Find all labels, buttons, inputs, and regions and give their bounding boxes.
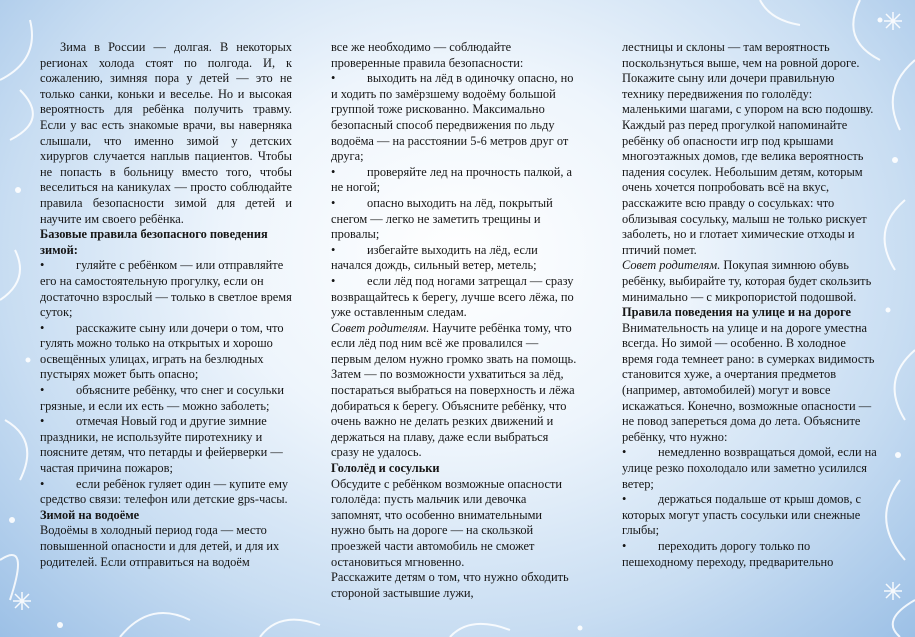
- water-paragraph: Водоёмы в холодный период года — место повышенной опасности и для детей, и для их родителей. Если отправиться на водоём: [40, 523, 280, 569]
- bullet-icon: •: [331, 195, 336, 210]
- bullet-icon: •: [622, 445, 627, 460]
- list-item: • немедленно возвращаться домой, если на улице резко похолодало или заметно усилился ветер;: [622, 445, 877, 491]
- advice-label: Совет родителям.: [622, 258, 721, 273]
- list-item: • опасно выходить на лёд, покрытый снегом — легко не заметить трещины и провалы;: [331, 195, 553, 242]
- lead-paragraph: лестницы и склоны — там вероятность поскользнуться выше, чем на ровной дороге. Покажите сыну или дочери правильную технику передвижения по гололёду: маленькими шагами, с упором на всю подошву.: [622, 40, 874, 117]
- list-item: • выходить на лёд в одиночку опасно, но и ходить по замёрзшему водоёму большой группой тоже рискованно. Максимально безопасный способ передвижения по льду водоёма — на расстоянии 5-6 метров друг от друга;: [331, 71, 574, 164]
- list-item: • гуляйте с ребёнком — или отправляйте его на самостоятельную прогулку, если он достаточно взрослый — только в светлое время суток;: [40, 258, 292, 320]
- bullet-icon: •: [40, 476, 45, 491]
- list-item: • проверяйте лед на прочность палкой, а не ногой;: [331, 164, 573, 195]
- list-item: • избегайте выходить на лёд, если начался дождь, сильный ветер, метель;: [331, 242, 538, 273]
- advice-paragraph: Совет родителям. Покупая зимнюю обувь ребёнку, выбирайте ту, которая будет скользить минимально — с микропористой подошвой.: [622, 258, 872, 304]
- column-2: [331, 40, 579, 601]
- heading-street-rules: Правила поведения на улице и на дороге: [622, 305, 852, 320]
- ice-paragraph: Обсудите с ребёнком возможные опасности гололёда: пусть мальчик или девочка запомнят, что особенно внимательными нужно быть на дороге — на скользкой проезжей части автомобиль не сможет остановиться мгновенно.: [331, 476, 562, 569]
- street-paragraph: Внимательность на улице и на дороге уместна всегда. Но зимой — особенно. В холодное время года темнеет рано: в сумерках видимость становится хуже, а очертания предметов (например, автомобилей) могут и вовсе искажаться. Конечно, возможные опасности — не повод запереться дома до лета. Объясните ребёнку, что нужно:: [622, 320, 875, 444]
- bullet-icon: •: [40, 383, 45, 398]
- bullet-icon: •: [622, 539, 627, 553]
- bullet-icon: •: [40, 414, 45, 429]
- list-item: • если ребёнок гуляет один — купите ему средство связи: телефон или детские gps-часы.: [40, 476, 289, 507]
- bullet-icon: •: [40, 320, 45, 335]
- bullet-icon: •: [331, 242, 336, 257]
- intro-paragraph: Зима в России — долгая. В некоторых регионах холода стоят по полгода. И, к сожалению, зимняя пора у детей — это не только санки, коньки и веселье. Но и высокая вероятность для ребёнка получить травму. Если у вас есть знакомые врачи, вы наверняка слышали, что именно зимой у детских хирургов случается наплыв пациентов. Чтобы не попасть в больницу вместо того, чтобы веселиться на каникулах — просто соблюдайте правила безопасности зимой для детей и научите им своего ребёнка.: [40, 40, 292, 226]
- list-item: • расскажите сыну или дочери о том, что гулять можно только на открытых и хорошо освещённых улицах, играть на безлюдных пустырях может быть опасно;: [40, 320, 284, 382]
- heading-basic-rules: Базовые правила безопасного поведения зимой:: [40, 227, 268, 257]
- list-item: • объясните ребёнку, что снег и сосульки грязные, и если их есть — можно заболеть;: [40, 383, 284, 413]
- puddles-paragraph: Расскажите детям о том, что нужно обходить стороной застывшие лужи,: [331, 570, 569, 600]
- list-item: • отмечая Новый год и другие зимние праздники, не используйте пиротехнику и поясните детям, что петарды и фейерверки — частая причина пожаров;: [40, 414, 283, 476]
- column-1: [40, 40, 292, 570]
- list-item: • если лёд под ногами затрещал — сразу возвращайтесь к берегу, лучше всего лёжа, по уже оставленным следам.: [331, 273, 574, 320]
- heading-water: Зимой на водоёме: [40, 507, 140, 522]
- bullet-icon: •: [40, 258, 45, 273]
- bullet-icon: •: [331, 71, 336, 86]
- bullet-icon: •: [331, 164, 336, 179]
- list-item: • держаться подальше от крыш домов, с которых могут упасть сосульки или снежные глыбы;: [622, 492, 862, 538]
- advice-paragraph: Совет родителям. Научите ребёнка тому, что если лёд под ним всё же провалился — первым делом нужно громко звать на помощь. Затем — по возможности ухватиться за лёд, постараться выбраться на поверхность и лёжа добираться к берегу. Объясните ребёнку, что очень важно не делать резких движений и держаться на плаву, даже если выбраться сразу не удалось.: [331, 320, 577, 460]
- lead-paragraph: все же необходимо — соблюдайте проверенные правила безопасности:: [331, 40, 524, 70]
- list-item: • переходить дорогу только по пешеходному переходу, предварительно: [622, 539, 834, 569]
- bullet-icon: •: [622, 492, 627, 507]
- heading-ice: Гололёд и сосульки: [331, 461, 440, 476]
- icicles-paragraph: Каждый раз перед прогулкой напоминайте ребёнку об опасности игр под крышами многоэтажных домов, где велика вероятность падения сосулек. Небольшим детям, которым очень хочется попробовать всё на вкус, расскажите всю правду о сосульках: что облизывая сосульку, малыш не только рискует заболеть, но и глотает химические отходы и птичий помет.: [622, 117, 867, 257]
- column-3: [622, 40, 878, 570]
- advice-label: Совет родителям.: [331, 320, 430, 335]
- bullet-icon: •: [331, 273, 336, 288]
